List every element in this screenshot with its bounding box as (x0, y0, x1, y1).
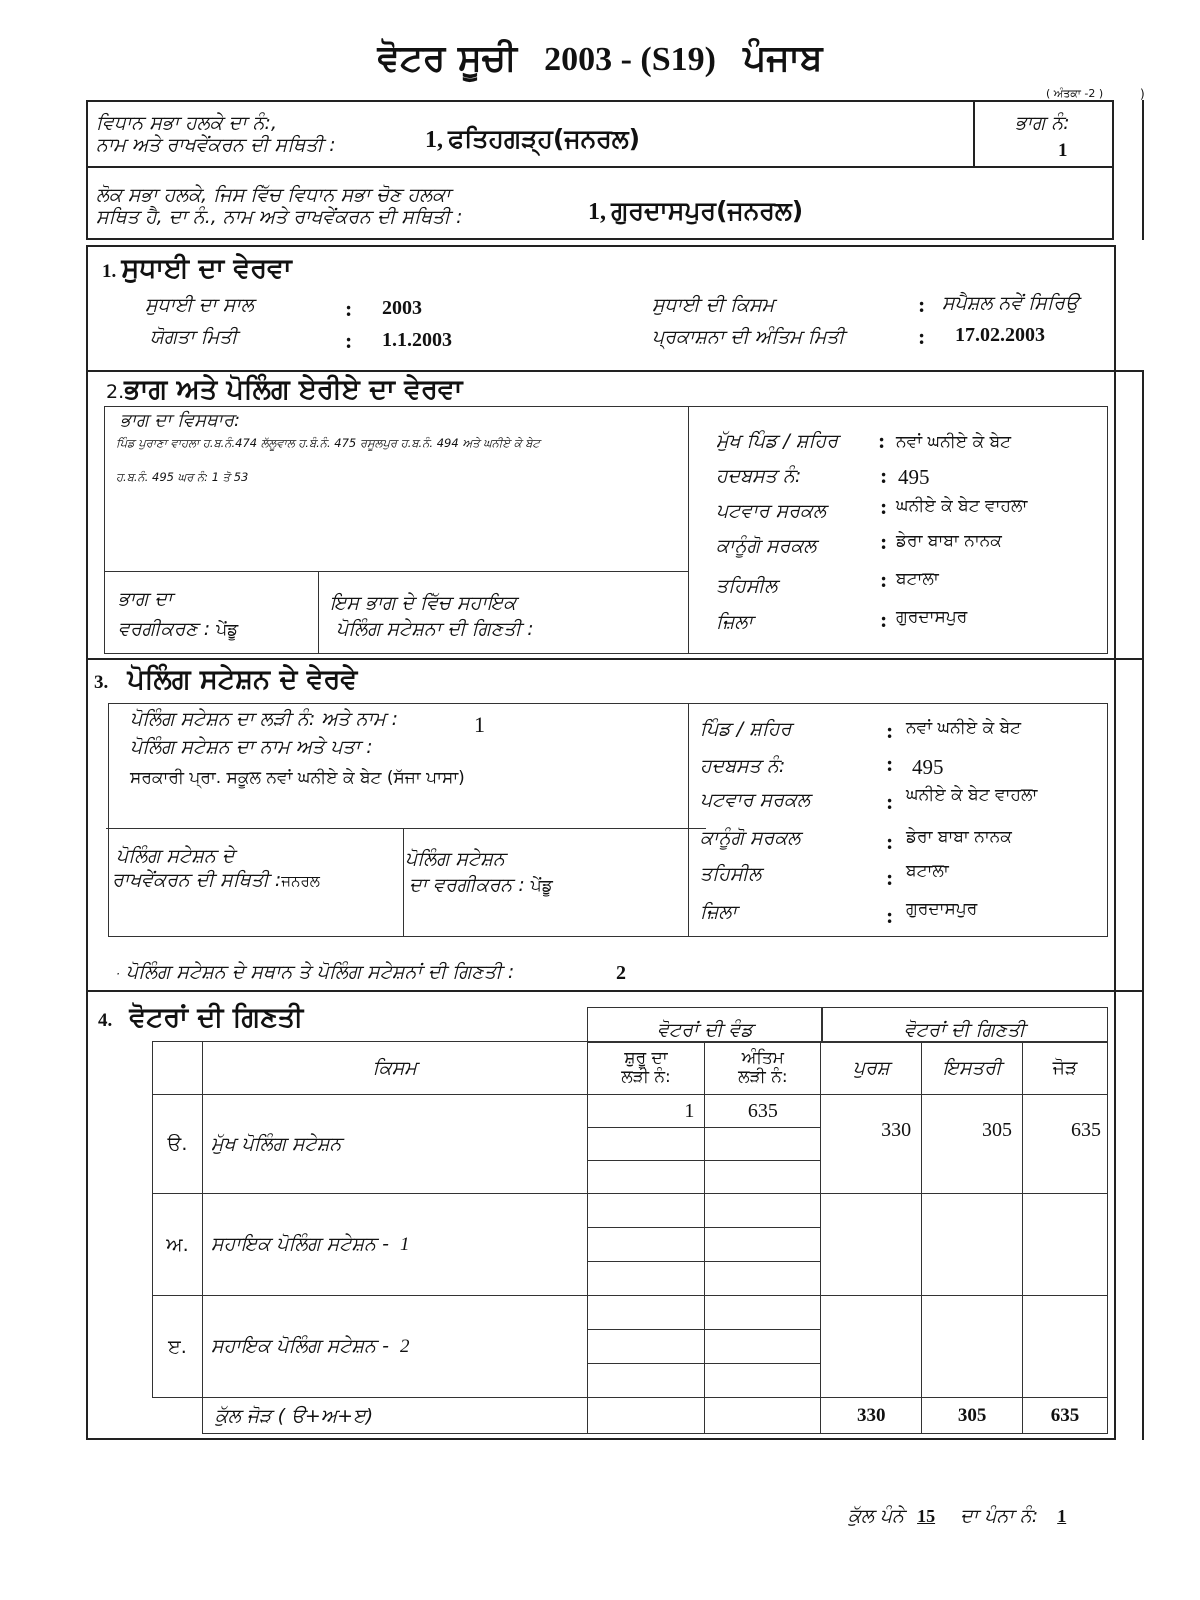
end-serial (705, 1296, 821, 1330)
row-type: ਸਹਾਇਕ ਪੋਲਿੰਗ ਸਟੇਸ਼ਨ - 1 (202, 1194, 587, 1296)
detail-row: ਕਾਨੂੰਗੋ ਸਰਕਲ : ਡੇਰਾ ਬਾਬਾ ਨਾਨਕ (700, 827, 1012, 854)
male-count: 330 (821, 1095, 922, 1194)
margin-bracket-mark: ) (1140, 87, 1145, 101)
margin-line (1142, 660, 1144, 990)
page-title (0, 38, 1200, 80)
total-male: 330 (821, 1398, 922, 1434)
station-serial-value: 1 (474, 712, 485, 737)
part-classification-value: ਪੇਂਡੂ (216, 620, 239, 640)
qualifying-date-label: ਯੋਗਤਾ ਮਿਤੀ (150, 326, 238, 348)
header-total: ਜੋੜ (1023, 1042, 1108, 1095)
male-count (821, 1296, 922, 1398)
revision-type-label: ਸੁਧਾਈ ਦੀ ਕਿਸਮ (652, 294, 775, 316)
revision-year-label: ਸੁਧਾਈ ਦਾ ਸਾਲ (145, 294, 254, 316)
section-divider (86, 370, 1144, 372)
colon: : (345, 296, 353, 321)
detail-row: ਤਹਿਸੀਲ : ਬਟਾਲਾ (700, 861, 949, 890)
part-classification-label: ਭਾਗ ਦਾ ਵਰਗੀਕਰਣ : ਪੇਂਡੂ (118, 588, 239, 640)
section4-heading: 4. ਵੋਟਰਾਂ ਦੀ ਗਿਣਤੀ (98, 1002, 304, 1033)
start-serial (587, 1194, 705, 1228)
header-cell (153, 1042, 203, 1095)
row-letter: ੳ. (153, 1095, 203, 1194)
voter-count-table (152, 1041, 1108, 1434)
divider (403, 828, 404, 937)
part-number: 1 (1058, 140, 1068, 161)
annexure-label: ( ਅੰਤਕਾ -2 ) (1046, 87, 1104, 100)
header-end-serial: ਅੰਤਿਮ ਲੜੀ ਨੰ: (705, 1042, 821, 1095)
header-female: ਇਸਤਰੀ (922, 1042, 1023, 1095)
station-address-value: ਸਰਕਾਰੀ ਪ੍ਰਾ. ਸਕੂਲ ਨਵਾਂ ਘਨੀਏ ਕੇ ਬੇਟ (ਸੱਜਾ ਪਾਸਾ) (130, 768, 465, 788)
title-state: ਪੰਜਾਬ (743, 38, 823, 79)
total-row-label: ਕੁੱਲ ਜੋੜ ( ੳ+ਅ+ੲ) (202, 1398, 587, 1434)
detail-row: ਕਾਨੂੰਗੋ ਸਰਕਲ : ਡੇਰਾ ਬਾਬਾ ਨਾਨਕ (716, 529, 1002, 557)
header-male: ਪੁਰਸ਼ (821, 1042, 922, 1095)
station-address-label: ਪੋਲਿੰਗ ਸਟੇਸ਼ਨ ਦਾ ਨਾਮ ਅਤੇ ਪਤਾ : (130, 736, 373, 758)
detail-row: ਜ਼ਿਲਾ : ਗੁਰਦਾਸਪੁਰ (716, 607, 968, 633)
detail-row: ਹਦਬਸਤ ਨੰ: : 495 (700, 751, 944, 779)
assembly-value: 1, ਫਤਿਹਗੜ੍ਹ(ਜਨਰਲ) (425, 124, 641, 153)
divider (106, 828, 706, 829)
female-count: 305 (922, 1095, 1023, 1194)
station-reservation-value: ਜਨਰਲ (281, 872, 320, 890)
total-total: 635 (1023, 1398, 1108, 1434)
station-classification-label: ਪੋਲਿੰਗ ਸਟੇਸ਼ਨ ਦਾ ਵਰਗੀਕਰਨ : ਪੇਂਡੂ (405, 848, 553, 896)
detail-row: ਜ਼ਿਲਾ : ਗੁਰਦਾਸਪੁਰ (700, 899, 978, 928)
row-letter: ਅ. (153, 1194, 203, 1296)
row-type: ਸਹਾਇਕ ਪੋਲਿੰਗ ਸਟੇਸ਼ਨ - 2 (202, 1296, 587, 1398)
table-row (153, 1095, 1108, 1128)
start-serial (587, 1296, 705, 1330)
header-type: ਕਿਸਮ (202, 1042, 587, 1095)
page-number: 1 (1057, 1506, 1067, 1526)
total-pages: 15 (917, 1506, 936, 1526)
row-letter: ੲ. (153, 1296, 203, 1398)
divider (973, 100, 975, 166)
voter-count-group-header: ਵੋਟਰਾਂ ਦੀ ਗਿਣਤੀ (821, 1007, 1108, 1043)
parliament-label: ਲੋਕ ਸਭਾ ਹਲਕੇ, ਜਿਸ ਵਿੱਚ ਵਿਧਾਨ ਸਭਾ ਚੋਣ ਹਲਕਾ ਸਥਿਤ ਹੈ, ਦਾ ਨੰ., ਨਾਮ ਅਤੇ ਰਾਖਵੇਂਕਰਨ ਦੀ ਸਥਿਤੀ : (96, 184, 463, 228)
section1-heading: 1. ਸੁਧਾਈ ਦਾ ਵੇਰਵਾ (102, 253, 292, 284)
total-count: 635 (1023, 1095, 1108, 1194)
title-year: 2003 - (S19) (544, 41, 716, 78)
page-footer: ਕੁੱਲ ਪੰਨੇ 15 ਦਾ ਪੰਨਾ ਨੰ: 1 (848, 1505, 1067, 1527)
detail-row: ਤਹਿਸੀਲ : ਬਟਾਲਾ (716, 567, 939, 597)
male-count (821, 1194, 922, 1296)
end-serial (705, 1194, 821, 1228)
part-extent-line2: ਹ.ਬ.ਨੰ. 495 ਘਰ ਨੰ: 1 ਤੋ 53 (116, 470, 249, 484)
table-total-row (153, 1398, 1108, 1434)
voter-distribution-group-header: ਵੋਟਰਾਂ ਦੀ ਵੰਡ (587, 1007, 823, 1043)
detail-row: ਪਟਵਾਰ ਸਰਕਲ : ਘਨੀਏ ਕੇ ਬੇਟ ਵਾਹਲਾ (716, 494, 1028, 522)
detail-row: ਪਿੰਡ / ਸ਼ਹਿਰ : ਨਵਾਂ ਘਨੀਏ ਕੇ ਬੇਟ (700, 718, 1022, 743)
margin-line (1142, 990, 1144, 1440)
qualifying-date-value: 1.1.2003 (382, 329, 452, 351)
margin-line (1142, 100, 1144, 240)
part-extent-label: ਭਾਗ ਦਾ ਵਿਸਥਾਰ: (120, 410, 241, 431)
start-serial: 1 (587, 1095, 705, 1128)
title-punjabi: ਵੋਟਰ ਸੂਚੀ (377, 38, 517, 79)
detail-row: ਮੁੱਖ ਪਿੰਡ / ਸ਼ਹਿਰ : ਨਵਾਂ ਘਨੀਏ ਕੇ ਬੇਟ (716, 428, 1012, 453)
detail-row: ਪਟਵਾਰ ਸਰਕਲ : ਘਨੀਏ ਕੇ ਬੇਟ ਵਾਹਲਾ (700, 785, 1038, 814)
colon: : (918, 324, 926, 349)
total-count (1023, 1194, 1108, 1296)
revision-year-value: 2003 (382, 297, 422, 319)
section3-heading: 3. ਪੋਲਿੰਗ ਸਟੇਸ਼ਨ ਦੇ ਵੇਰਵੇ (94, 664, 358, 695)
section2-heading: 2.ਭਾਗ ਅਤੇ ਪੋਲਿੰਗ ਏਰੀਏ ਦਾ ਵੇਰਵਾ (106, 374, 463, 405)
section3-details (700, 718, 1100, 936)
assembly-label: ਵਿਧਾਨ ਸਭਾ ਹਲਕੇ ਦਾ ਨੰ:, ਨਾਮ ਅਤੇ ਰਾਖਵੇਂਕਰਨ ਦੀ ਸਥਿਤੀ : (96, 112, 336, 156)
divider (318, 571, 319, 654)
station-classification-value: ਪੇਂਡੂ (530, 876, 553, 896)
female-count (922, 1296, 1023, 1398)
part-label: ਭਾਗ ਨੰ: (1015, 112, 1070, 134)
colon: : (918, 292, 926, 317)
station-count-label: · ਪੋਲਿੰਗ ਸਟੇਸ਼ਨ ਦੇ ਸਥਾਨ ਤੇ ਪੋਲਿੰਗ ਸਟੇਸ਼ਨਾਂ ਦੀ ਗਿਣਤੀ : (116, 961, 515, 983)
table-row (153, 1296, 1108, 1330)
section-divider (86, 990, 1144, 992)
end-serial: 635 (705, 1095, 821, 1128)
row-type: ਮੁੱਖ ਪੋਲਿੰਗ ਸਟੇਸ਼ਨ (202, 1095, 587, 1194)
final-publication-label: ਪ੍ਰਕਾਸ਼ਨਾ ਦੀ ਅੰਤਿਮ ਮਿਤੀ (652, 326, 845, 348)
header-start-serial: ਸ਼ੁਰੂ ਦਾ ਲੜੀ ਨੰ: (587, 1042, 705, 1095)
section2-details (716, 430, 1106, 646)
total-count (1023, 1296, 1108, 1398)
table-header-row (153, 1042, 1108, 1095)
section-divider (86, 658, 1144, 660)
table-row (153, 1194, 1108, 1228)
revision-type-value: ਸਪੈਸ਼ਲ ਨਵੇਂ ਸਿਰਿਉ (942, 292, 1079, 314)
divider (104, 571, 689, 572)
margin-line (1142, 370, 1144, 660)
divider (688, 406, 689, 654)
divider (688, 703, 689, 937)
part-extent-line1: ਪਿੰਡ ਪੁਰਾਣਾ ਵਾਹਲਾ ਹ.ਬ.ਨੰ.474 ਲੱਲੂਵਾਲ ਹ.ਬੰ.ਨੰ. 475 ਰਸੂਲਪੁਰ ਹ.ਬ.ਨੰ. 494 ਅਤੇ ਘਨੀਏ ਕੇ ਬੇਟ (116, 436, 540, 450)
female-count (922, 1194, 1023, 1296)
final-publication-value: 17.02.2003 (955, 324, 1045, 346)
total-female: 305 (922, 1398, 1023, 1434)
station-reservation-label: ਪੋਲਿੰਗ ਸਟੇਸ਼ਨ ਦੇ ਰਾਖਵੇਂਕਰਨ ਦੀ ਸਥਿਤੀ :ਜਨਰਲ (112, 845, 320, 891)
station-count-value: 2 (616, 962, 626, 984)
station-serial-label: ਪੋਲਿੰਗ ਸਟੇਸ਼ਨ ਦਾ ਲੜੀ ਨੰ: ਅਤੇ ਨਾਮ : (130, 708, 399, 730)
divider (86, 166, 1114, 168)
aux-stations-label: ਇਸ ਭਾਗ ਦੇ ਵਿੱਚ ਸਹਾਇਕ ਪੋਲਿੰਗ ਸਟੇਸ਼ਨਾ ਦੀ ਗਿਣਤੀ : (330, 592, 534, 640)
parliament-value: 1, ਗੁਰਦਾਸਪੁਰ(ਜਨਰਲ) (588, 196, 804, 225)
detail-row: ਹਦਬਸਤ ਨੰ: : 495 (716, 463, 930, 489)
colon: : (345, 328, 353, 353)
